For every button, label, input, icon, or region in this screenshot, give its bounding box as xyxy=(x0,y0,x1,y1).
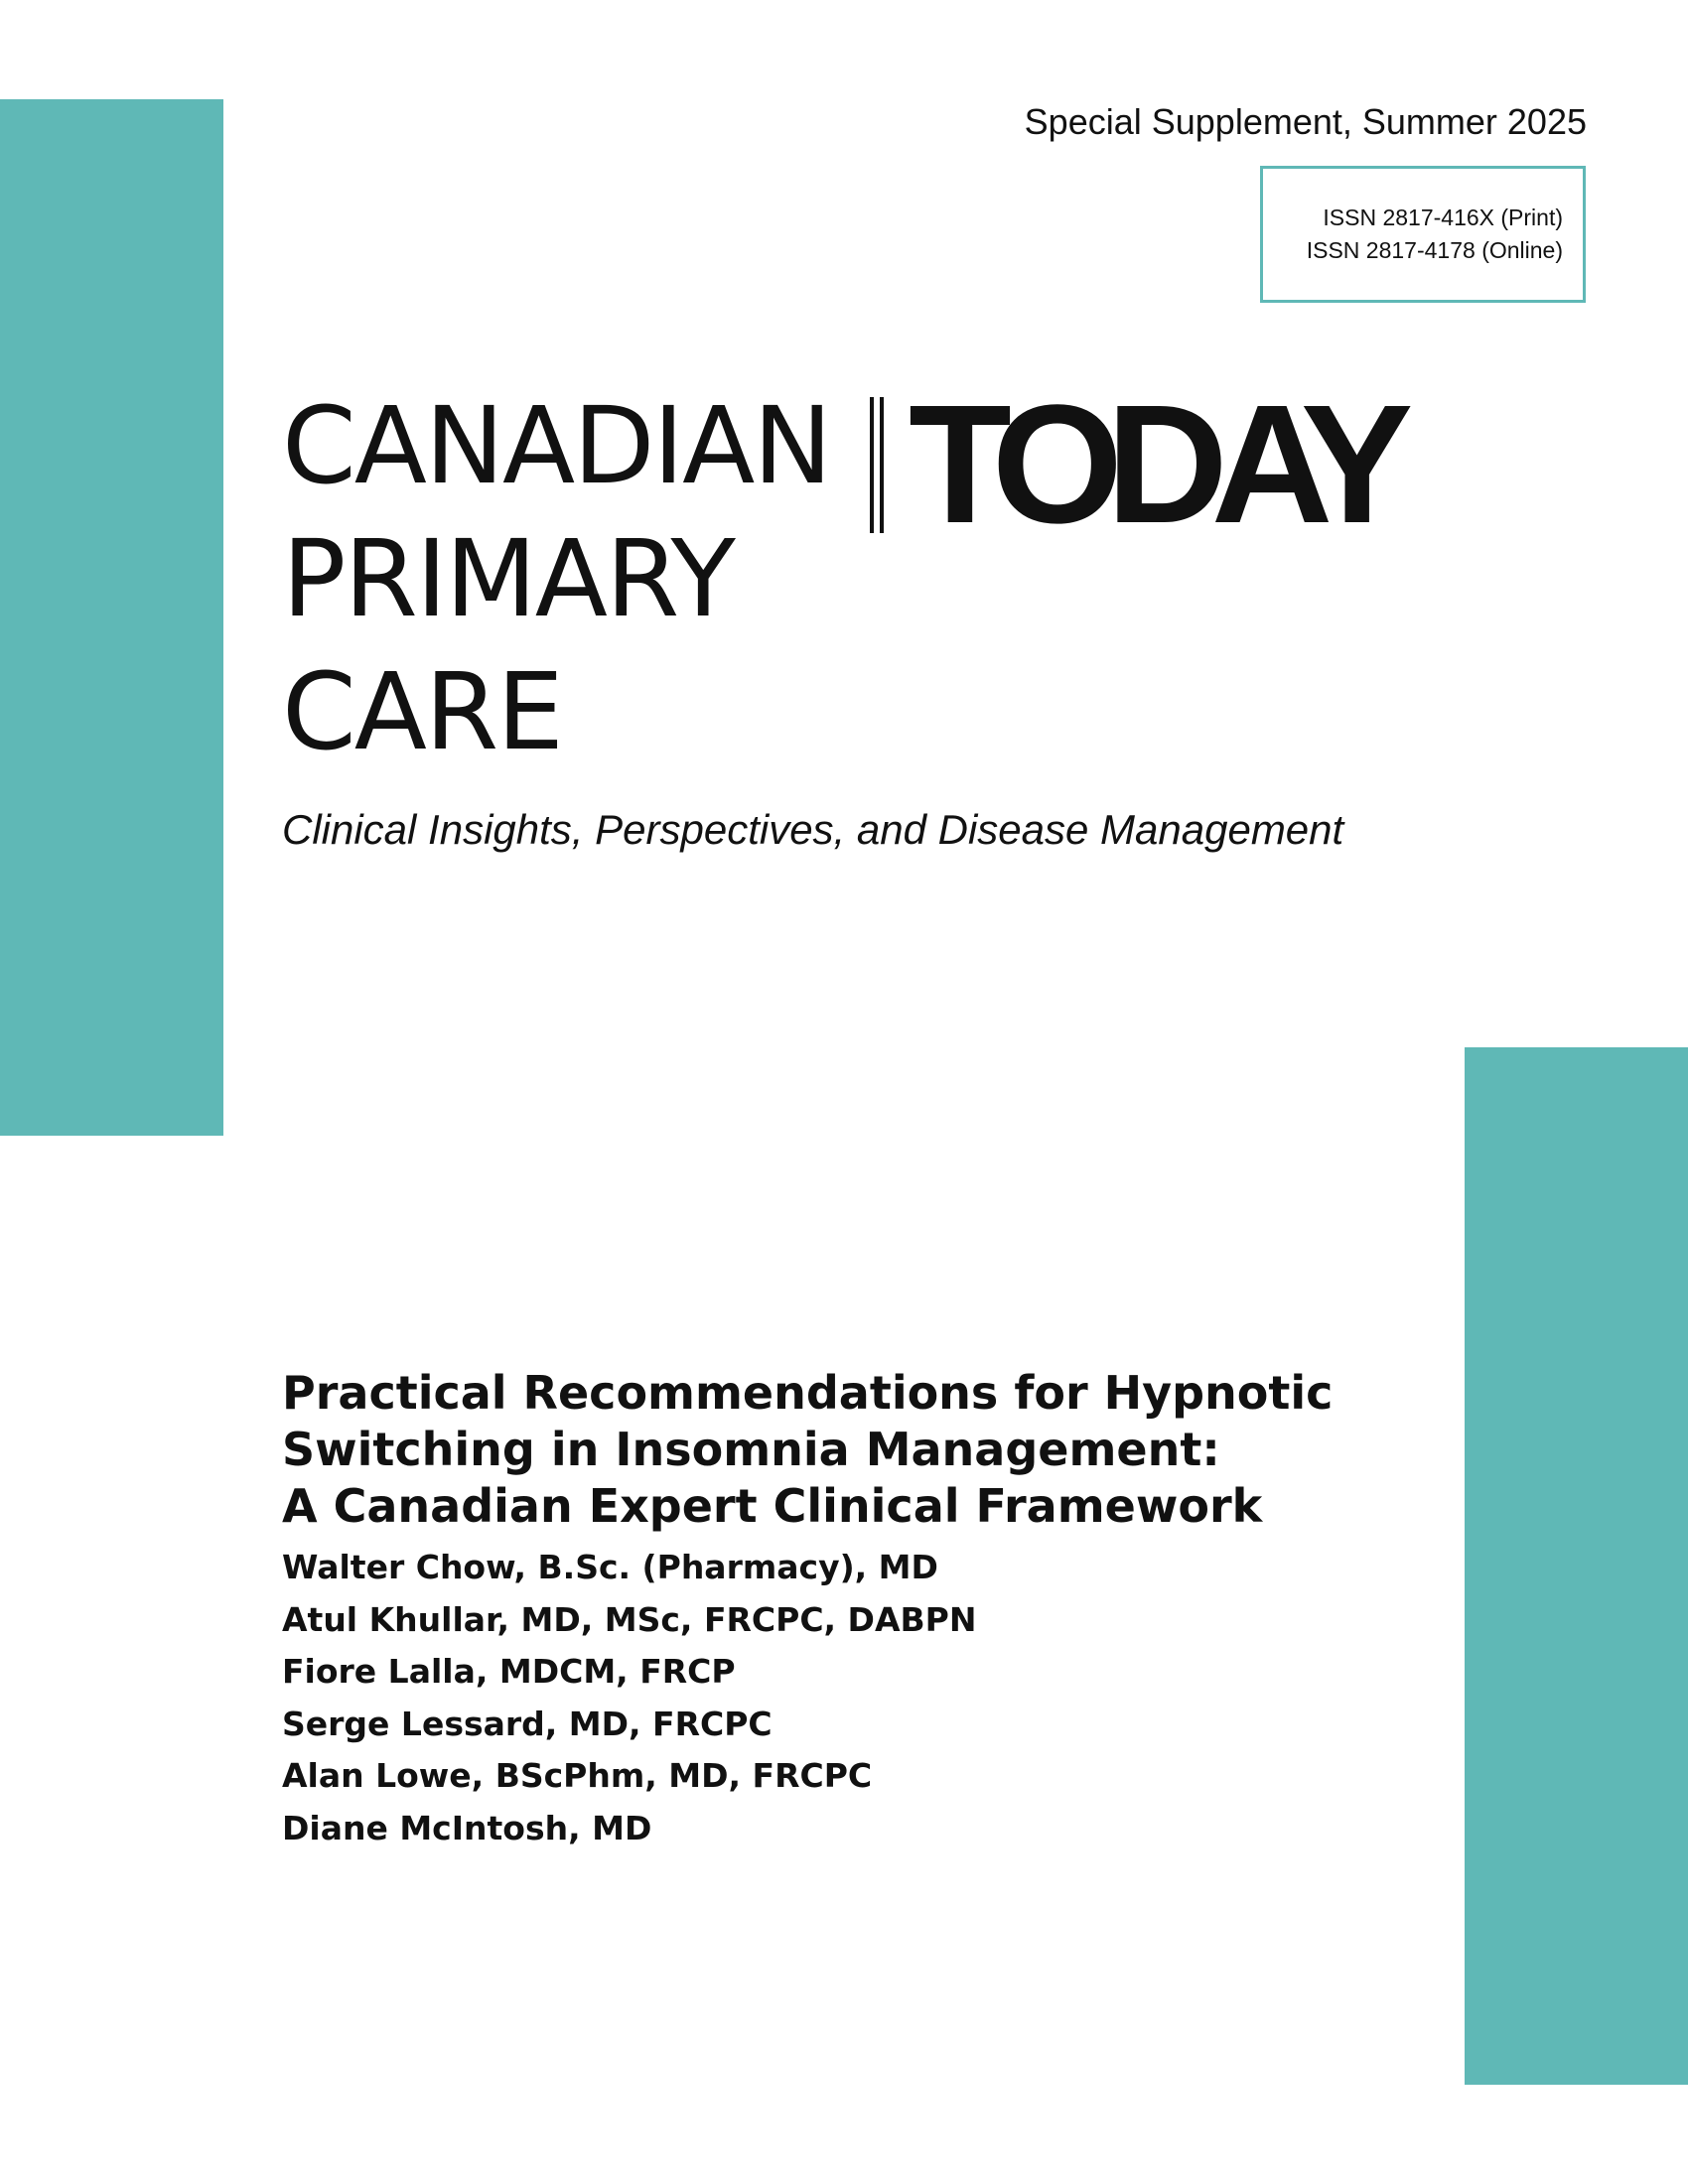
divider-bar-left xyxy=(870,397,874,533)
author-list xyxy=(282,1542,976,1854)
journal-title-line-1: CANADIAN xyxy=(282,385,831,508)
author-name: Diane McIntosh, MD xyxy=(282,1808,652,1847)
masthead-divider xyxy=(870,397,884,533)
author-name: Fiore Lalla, MDCM, FRCP xyxy=(282,1652,736,1691)
article-title-line-1: Practical Recommendations for Hypnotic xyxy=(282,1366,1334,1420)
author-name: Serge Lessard, MD, FRCPC xyxy=(282,1704,773,1743)
issn-print: ISSN 2817-416X (Print) xyxy=(1323,205,1563,230)
article-title-line-2: Switching in Insomnia Management: xyxy=(282,1423,1220,1476)
edition-label: Special Supplement, Summer 2025 xyxy=(1024,101,1587,142)
issn-online: ISSN 2817-4178 (Online) xyxy=(1306,237,1563,263)
issn-box xyxy=(1260,166,1586,303)
article-title-line-3: A Canadian Expert Clinical Framework xyxy=(282,1479,1263,1533)
journal-title-today: TODAY xyxy=(909,370,1397,559)
divider-bar-right xyxy=(880,397,884,533)
article-title xyxy=(282,1365,1333,1535)
journal-title-line-3: CARE xyxy=(282,651,562,774)
journal-title-line-2: PRIMARY xyxy=(282,518,734,641)
journal-title xyxy=(282,380,830,779)
author-name: Atul Khullar, MD, MSc, FRCPC, DABPN xyxy=(282,1599,977,1639)
author-name: Alan Lowe, BScPhm, MD, FRCPC xyxy=(282,1756,873,1795)
author-name: Walter Chow, B.Sc. (Pharmacy), MD xyxy=(282,1548,938,1586)
accent-block-left xyxy=(0,99,223,1136)
journal-tagline: Clinical Insights, Perspectives, and Disease Management xyxy=(282,806,1344,853)
accent-block-right xyxy=(1465,1047,1688,2085)
